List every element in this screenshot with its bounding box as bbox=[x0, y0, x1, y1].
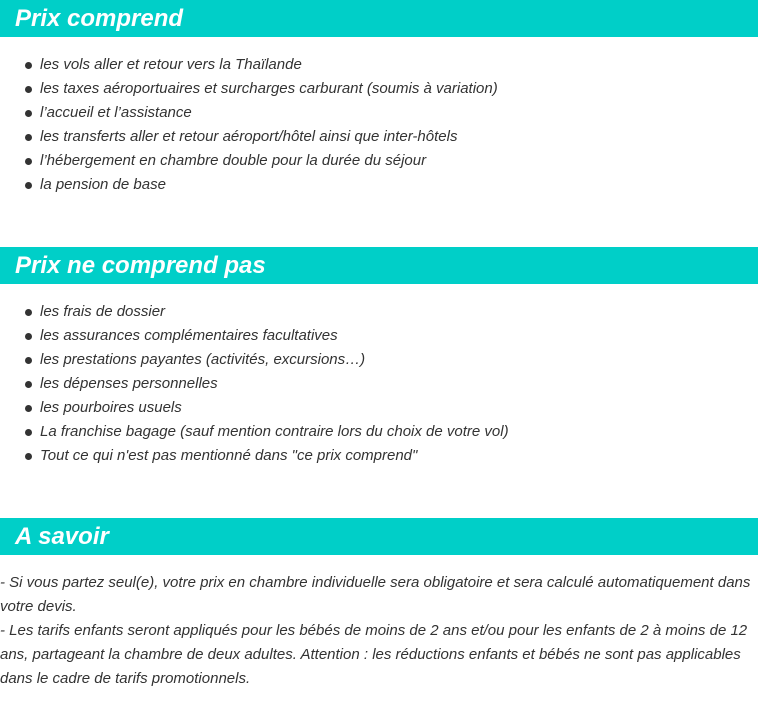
list-item-text: les taxes aéroportuaires et surcharges carburant (soumis à variation) bbox=[40, 80, 498, 97]
bullet-icon bbox=[25, 182, 32, 189]
list-item bbox=[0, 53, 498, 77]
section-title-prix-comprend: Prix comprend bbox=[0, 0, 758, 37]
bullet-icon bbox=[25, 309, 32, 316]
list-item bbox=[0, 125, 498, 149]
excluded-list bbox=[0, 300, 509, 468]
list-item-text: les prestations payantes (activités, excursions…) bbox=[40, 351, 366, 368]
bullet-icon bbox=[25, 158, 32, 165]
section-title-a-savoir: A savoir bbox=[0, 518, 758, 555]
list-item-text: les assurances complémentaires facultatives bbox=[40, 327, 338, 344]
list-item bbox=[0, 420, 509, 444]
list-item-text: les transferts aller et retour aéroport/hôtel ainsi que inter-hôtels bbox=[40, 128, 458, 145]
bullet-icon bbox=[25, 357, 32, 364]
bullet-icon bbox=[25, 134, 32, 141]
list-item bbox=[0, 300, 509, 324]
list-item bbox=[0, 149, 498, 173]
bullet-icon bbox=[25, 429, 32, 436]
savoir-paragraph: - Si vous partez seul(e), votre prix en chambre individuelle sera obligatoire et sera calculé automatiquement dans votre devis. bbox=[0, 574, 751, 615]
bullet-icon bbox=[25, 381, 32, 388]
list-item bbox=[0, 396, 509, 420]
list-item-text: les vols aller et retour vers la Thaïlande bbox=[40, 56, 302, 73]
section-title-prix-ne-comprend-pas: Prix ne comprend pas bbox=[0, 247, 758, 284]
list-item bbox=[0, 77, 498, 101]
list-item bbox=[0, 444, 509, 468]
list-item-text: les dépenses personnelles bbox=[40, 375, 218, 392]
list-item-text: l’accueil et l’assistance bbox=[40, 104, 192, 121]
list-item bbox=[0, 324, 509, 348]
list-item-text: La franchise bagage (sauf mention contraire lors du choix de votre vol) bbox=[40, 423, 509, 440]
list-item bbox=[0, 348, 509, 372]
bullet-icon bbox=[25, 405, 32, 412]
bullet-icon bbox=[25, 86, 32, 93]
included-list bbox=[0, 53, 498, 197]
list-item bbox=[0, 173, 498, 197]
list-item-text: la pension de base bbox=[40, 176, 166, 193]
list-item-text: les pourboires usuels bbox=[40, 399, 182, 416]
bullet-icon bbox=[25, 453, 32, 460]
list-item bbox=[0, 372, 509, 396]
bullet-icon bbox=[25, 333, 32, 340]
list-item-text: l’hébergement en chambre double pour la durée du séjour bbox=[40, 152, 427, 169]
a-savoir-text bbox=[0, 571, 758, 691]
list-item-text: les frais de dossier bbox=[40, 303, 166, 320]
bullet-icon bbox=[25, 62, 32, 69]
bullet-icon bbox=[25, 110, 32, 117]
list-item bbox=[0, 101, 498, 125]
savoir-paragraph: - Les tarifs enfants seront appliqués pour les bébés de moins de 2 ans et/ou pour les enfants de 2 à moins de 12 ans, partageant la chambre de deux adultes. Attention : les réductions enfants et bébés ne sont pas applicables dans le cadre de tarifs promotionnels. bbox=[0, 622, 748, 687]
list-item-text: Tout ce qui n'est pas mentionné dans "ce prix comprend" bbox=[40, 447, 418, 464]
